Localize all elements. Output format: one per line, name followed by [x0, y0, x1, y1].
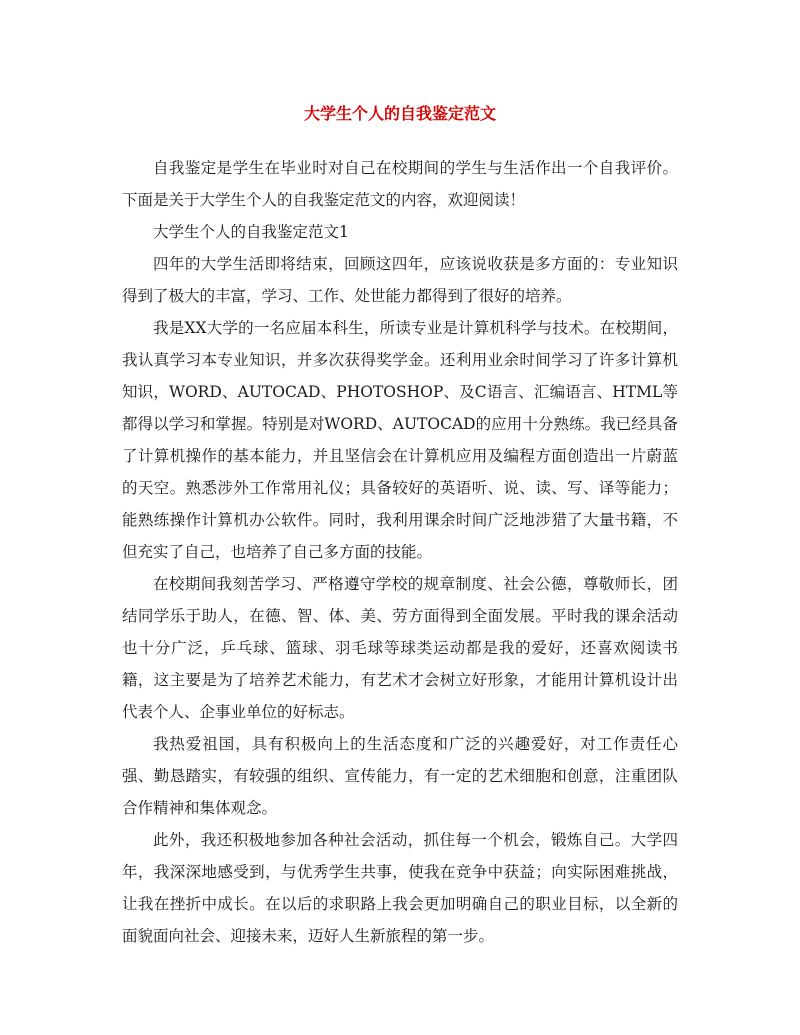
body-paragraph: 我是XX大学的一名应届本科生，所读专业是计算机科学与技术。在校期间，我认真学习本专业知识，并多次获得奖学金。还利用业余时间学习了许多计算机知识，WORD、AUTOCAD、PHOTOSHOP、及C语言、汇编语言、HTML等都得以学习和掌握。特别是对WORD、AUTOCAD的应用十分熟练。我已经具备了计算机操作的基本能力，并且坚信会在计算机应用及编程方面创造出一片蔚蓝的天空。熟悉涉外工作常用礼仪；具备较好的英语听、说、读、写、译等能力；能熟练操作计算机办公软件。同时，我利用课余时间广泛地涉猎了大量书籍，不但充实了自己，也培养了自己多方面的技能。	[122, 319, 678, 561]
document-title: 大学生个人的自我鉴定范文	[303, 104, 496, 123]
document-body	[122, 152, 678, 952]
body-paragraph: 我热爱祖国，具有积极向上的生活态度和广泛的兴趣爱好，对工作责任心强、勤恳踏实，有较强的组织、宣传能力，有一定的艺术细胞和创意，注重团队合作精神和集体观念。	[122, 735, 678, 817]
intro-paragraph: 自我鉴定是学生在毕业时对自己在校期间的学生与生活作出一个自我评价。下面是关于大学生个人的自我鉴定范文的内容，欢迎阅读！	[122, 159, 678, 209]
body-paragraph: 此外，我还积极地参加各种社会活动，抓住每一个机会，锻炼自己。大学四年，我深深地感受到，与优秀学生共事，使我在竞争中获益；向实际困难挑战，让我在挫折中成长。在以后的求职路上我会更加明确自己的职业目标，以全新的面貌面向社会、迎接未来，迈好人生新旅程的第一步。	[122, 831, 678, 945]
section-heading: 大学生个人的自我鉴定范文1	[153, 223, 349, 241]
body-paragraph: 在校期间我刻苦学习、严格遵守学校的规章制度、社会公德，尊敬师长，团结同学乐于助人，在德、智、体、美、劳方面得到全面发展。平时我的课余活动也十分广泛，乒乓球、篮球、羽毛球等球类运动都是我的爱好，还喜欢阅读书籍，这主要是为了培养艺术能力，有艺术才会树立好形象，才能用计算机设计出代表个人、企事业单位的好标志。	[122, 575, 678, 721]
body-paragraph: 四年的大学生活即将结束，回顾这四年，应该说收获是多方面的：专业知识得到了极大的丰富，学习、工作、处世能力都得到了很好的培养。	[122, 255, 678, 305]
